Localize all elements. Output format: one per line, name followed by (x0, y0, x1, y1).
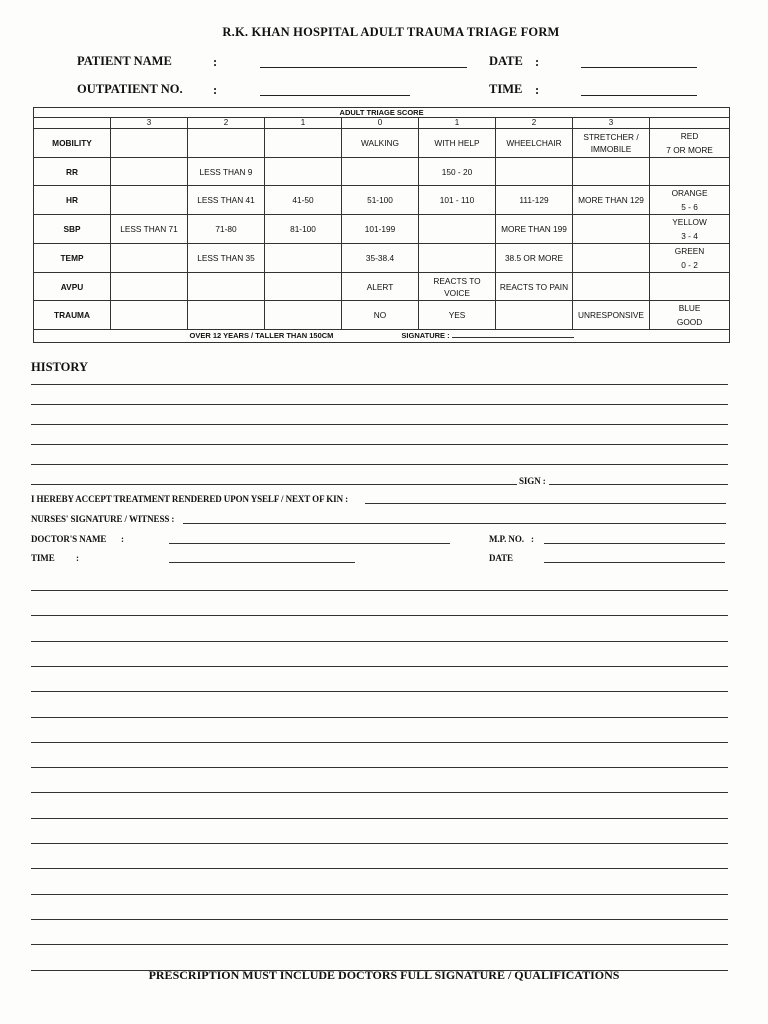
history-line[interactable] (31, 444, 728, 445)
doctor-name-field[interactable] (169, 543, 450, 544)
triage-level (650, 301, 730, 330)
triage-cell: 51-100 (342, 186, 419, 215)
triage-row (34, 129, 730, 158)
triage-level-color: ORANGE (671, 188, 708, 198)
triage-level-color: YELLOW (672, 217, 707, 227)
triage-cell (111, 273, 188, 301)
mp-no-colon: : (531, 534, 534, 544)
nurse-signature-label: NURSES' SIGNATURE / WITNESS : (31, 514, 175, 524)
notes-line[interactable] (31, 590, 728, 591)
triage-row (34, 244, 730, 273)
sign-label: SIGN : (519, 476, 546, 486)
doctor-date-label: DATE (489, 553, 513, 563)
patient-name-label: PATIENT NAME (77, 54, 172, 68)
triage-cell: YES (419, 301, 496, 330)
triage-footer-cell (34, 330, 730, 343)
triage-cell (188, 301, 265, 330)
triage-row (34, 301, 730, 330)
triage-signature-label: SIGNATURE : (401, 331, 450, 340)
triage-cell (265, 244, 342, 273)
triage-cell: 111-129 (496, 186, 573, 215)
mp-no-field[interactable] (544, 543, 725, 544)
triage-eligibility-note: OVER 12 YEARS / TALLER THAN 150CM (189, 331, 334, 340)
triage-cell: 41-50 (265, 186, 342, 215)
triage-cell: STRETCHER / IMMOBILE (573, 129, 650, 158)
triage-level (650, 244, 730, 273)
date-colon: : (535, 55, 540, 69)
triage-parameter: HR (34, 186, 111, 215)
triage-cell: 150 - 20 (419, 158, 496, 186)
outpatient-no-label: OUTPATIENT NO. (77, 82, 183, 96)
history-title: HISTORY (31, 360, 88, 374)
triage-cell (265, 129, 342, 158)
notes-line[interactable] (31, 919, 728, 920)
triage-cell (188, 129, 265, 158)
notes-line[interactable] (31, 843, 728, 844)
notes-line[interactable] (31, 894, 728, 895)
triage-cell (265, 158, 342, 186)
triage-level-range: GOOD (676, 317, 703, 327)
triage-cell: LESS THAN 9 (188, 158, 265, 186)
score-header: 1 (265, 118, 342, 129)
triage-cell: 101-199 (342, 215, 419, 244)
triage-parameter: RR (34, 158, 111, 186)
time-field[interactable] (581, 95, 697, 96)
time-colon: : (535, 83, 540, 97)
triage-level-color: GREEN (674, 246, 705, 256)
date-field[interactable] (581, 67, 697, 68)
triage-level-range: 0 - 2 (681, 260, 698, 270)
triage-cell (342, 158, 419, 186)
score-header: 2 (188, 118, 265, 129)
triage-caption: ADULT TRIAGE SCORE (34, 108, 730, 118)
notes-line[interactable] (31, 717, 728, 718)
triage-cell: WITH HELP (419, 129, 496, 158)
score-header: 1 (419, 118, 496, 129)
notes-line[interactable] (31, 792, 728, 793)
triage-cell (265, 273, 342, 301)
form-title: R.K. KHAN HOSPITAL ADULT TRAUMA TRIAGE FORM (222, 25, 560, 39)
date-label: DATE (489, 54, 523, 68)
notes-line[interactable] (31, 818, 728, 819)
triage-cell: 81-100 (265, 215, 342, 244)
notes-line[interactable] (31, 767, 728, 768)
triage-cell: MORE THAN 129 (573, 186, 650, 215)
history-line[interactable] (31, 424, 728, 425)
triage-cell (419, 215, 496, 244)
consent-signature-field[interactable] (365, 503, 726, 504)
score-header: 3 (111, 118, 188, 129)
triage-row (34, 158, 730, 186)
notes-line[interactable] (31, 615, 728, 616)
consent-label: I HEREBY ACCEPT TREATMENT RENDERED UPON YSELF / NEXT OF KIN : (31, 494, 349, 504)
patient-name-colon: : (213, 55, 218, 69)
triage-cell (111, 186, 188, 215)
outpatient-no-colon: : (213, 83, 218, 97)
triage-level (650, 158, 730, 186)
prescription-note: PRESCRIPTION MUST INCLUDE DOCTORS FULL SIGNATURE / QUALIFICATIONS (148, 968, 620, 982)
triage-level (650, 273, 730, 301)
triage-cell: 38.5 OR MORE (496, 244, 573, 273)
triage-cell (496, 158, 573, 186)
notes-line[interactable] (31, 666, 728, 667)
triage-score-table (33, 107, 730, 343)
doctor-date-field[interactable] (544, 562, 725, 563)
triage-cell: 101 - 110 (419, 186, 496, 215)
outpatient-no-field[interactable] (260, 95, 410, 96)
triage-cell (496, 301, 573, 330)
history-line[interactable] (31, 404, 728, 405)
triage-cell: WALKING (342, 129, 419, 158)
triage-row (34, 186, 730, 215)
triage-cell (265, 301, 342, 330)
triage-cell: 35-38.4 (342, 244, 419, 273)
doctor-name-label: DOCTOR'S NAME (31, 534, 107, 544)
triage-level-range: 5 - 6 (681, 202, 698, 212)
triage-parameter: AVPU (34, 273, 111, 301)
triage-parameter: SBP (34, 215, 111, 244)
notes-line[interactable] (31, 691, 728, 692)
doctor-time-field[interactable] (169, 562, 355, 563)
notes-line[interactable] (31, 641, 728, 642)
triage-cell: REACTS TO VOICE (419, 273, 496, 301)
triage-cell (573, 215, 650, 244)
time-label: TIME (489, 82, 523, 96)
triage-level-color: RED (680, 131, 699, 141)
doctor-time-colon: : (76, 553, 79, 563)
history-line[interactable] (31, 484, 517, 485)
triage-cell (111, 158, 188, 186)
sign-field[interactable] (549, 484, 728, 485)
triage-level (650, 186, 730, 215)
doctor-name-colon: : (121, 534, 124, 544)
history-line[interactable] (31, 384, 728, 385)
triage-cell: WHEELCHAIR (496, 129, 573, 158)
triage-parameter: TRAUMA (34, 301, 111, 330)
nurse-signature-field[interactable] (183, 523, 726, 524)
patient-name-field[interactable] (260, 67, 467, 68)
triage-level (650, 129, 730, 158)
triage-cell: UNRESPONSIVE (573, 301, 650, 330)
triage-cell (111, 244, 188, 273)
triage-cell (573, 158, 650, 186)
triage-level-range: 7 OR MORE (666, 145, 713, 155)
score-header: 0 (342, 118, 419, 129)
triage-cell: MORE THAN 199 (496, 215, 573, 244)
triage-cell: LESS THAN 41 (188, 186, 265, 215)
triage-parameter: MOBILITY (34, 129, 111, 158)
score-header-blank (34, 118, 111, 129)
triage-parameter: TEMP (34, 244, 111, 273)
triage-cell: 71-80 (188, 215, 265, 244)
mp-no-label: M.P. NO. (489, 534, 524, 544)
triage-cell (111, 301, 188, 330)
triage-level (650, 215, 730, 244)
score-header: 2 (496, 118, 573, 129)
triage-row (34, 273, 730, 301)
triage-cell (111, 129, 188, 158)
triage-cell: ALERT (342, 273, 419, 301)
triage-row (34, 215, 730, 244)
triage-level-range: 3 - 4 (681, 231, 698, 241)
triage-cell: LESS THAN 71 (111, 215, 188, 244)
triage-level-color: BLUE (678, 303, 701, 313)
history-line[interactable] (31, 464, 728, 465)
doctor-time-label: TIME (31, 553, 55, 563)
notes-line[interactable] (31, 868, 728, 869)
triage-cell (188, 273, 265, 301)
triage-cell: LESS THAN 35 (188, 244, 265, 273)
triage-cell (573, 273, 650, 301)
triage-cell (419, 244, 496, 273)
triage-cell: REACTS TO PAIN (496, 273, 573, 301)
triage-footer (34, 330, 730, 343)
triage-cell (573, 244, 650, 273)
notes-line[interactable] (31, 944, 728, 945)
triage-cell: NO (342, 301, 419, 330)
triage-signature-field[interactable] (452, 330, 574, 338)
score-header: 3 (573, 118, 650, 129)
notes-line[interactable] (31, 742, 728, 743)
score-header-blank (650, 118, 730, 129)
